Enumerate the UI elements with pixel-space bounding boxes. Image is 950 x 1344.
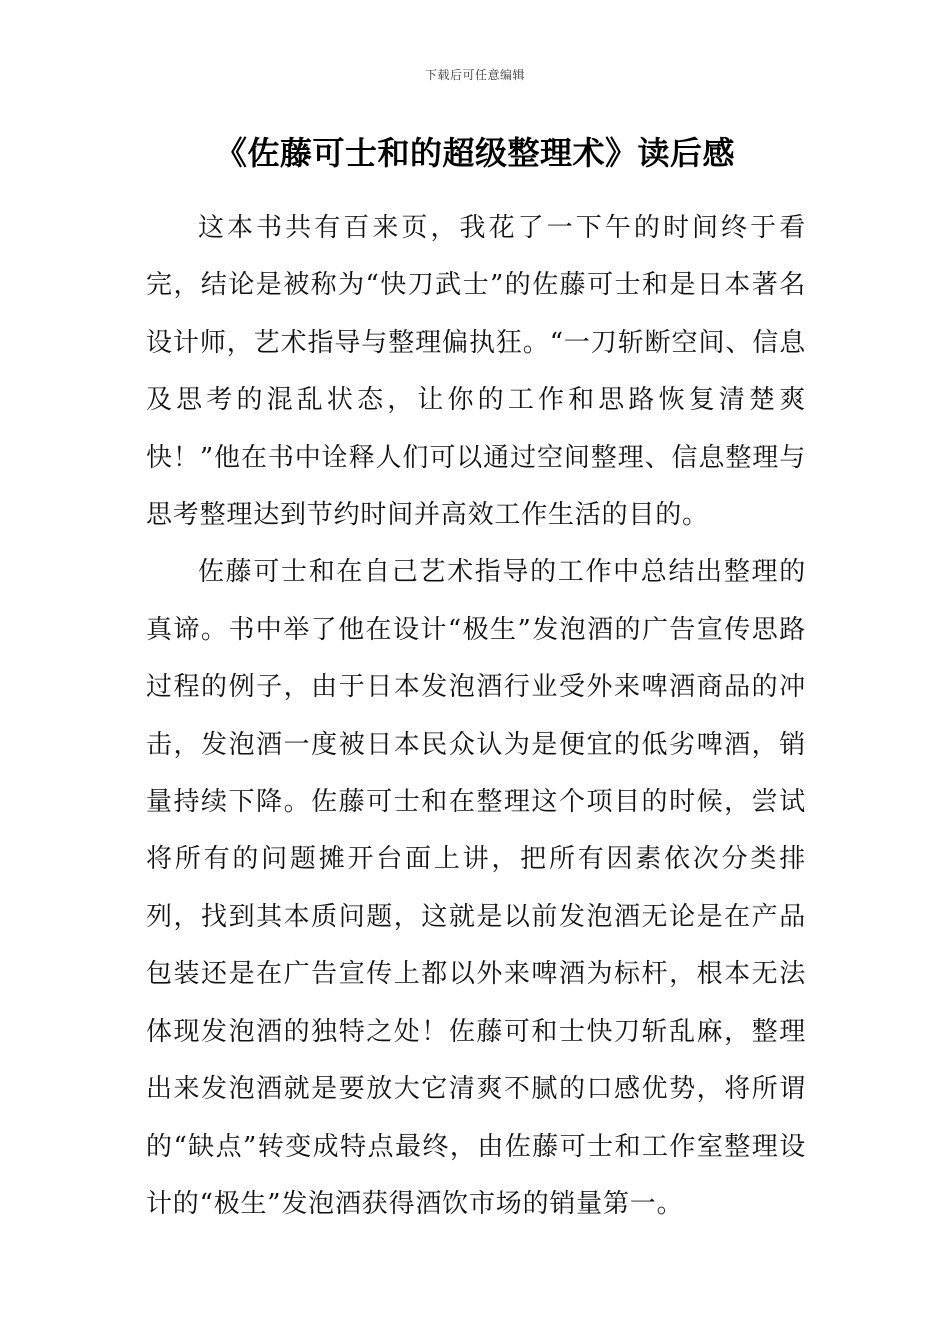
header-note: 下载后可任意编辑 [424, 68, 525, 82]
paragraph-1: 这本书共有百来页，我花了一下午的时间终于看完，结论是被称为“快刀武士”的佐藤可士和是日本著名设计师，艺术指导与整理偏执狂。“一刀斩断空间、信息及思考的混乱状态，让你的工作和思路恢复清楚爽快！”他在书中诠释人们可以通过空间整理、信息整理与思考整理达到节约时间并高效工作生活的目的。 [146, 213, 806, 531]
document-title: 《佐藤可士和的超级整理术》读后感 [214, 134, 735, 172]
paragraph-2: 佐藤可士和在自己艺术指导的工作中总结出整理的真谛。书中举了他在设计“极生”发泡酒的广告宣传思路过程的例子，由于日本发泡酒行业受外来啤酒商品的冲击，发泡酒一度被日本民众认为是便宜的低劣啤酒，销量持续下降。佐藤可士和在整理这个项目的时候，尝试将所有的问题摊开台面上讲，把所有因素依次分类排列，找到其本质问题，这就是以前发泡酒无论是在产品包装还是在广告宣传上都以外来啤酒为标杆，根本无法体现发泡酒的独特之处！佐藤可和士快刀斩乱麻，整理出来发泡酒就是要放大它清爽不腻的口感优势，将所谓的“缺点”转变成特点最终，由佐藤可士和工作室整理设计的“极生”发泡酒获得酒饮市场的销量第一。 [146, 557, 806, 1219]
document-body [146, 200, 806, 1233]
